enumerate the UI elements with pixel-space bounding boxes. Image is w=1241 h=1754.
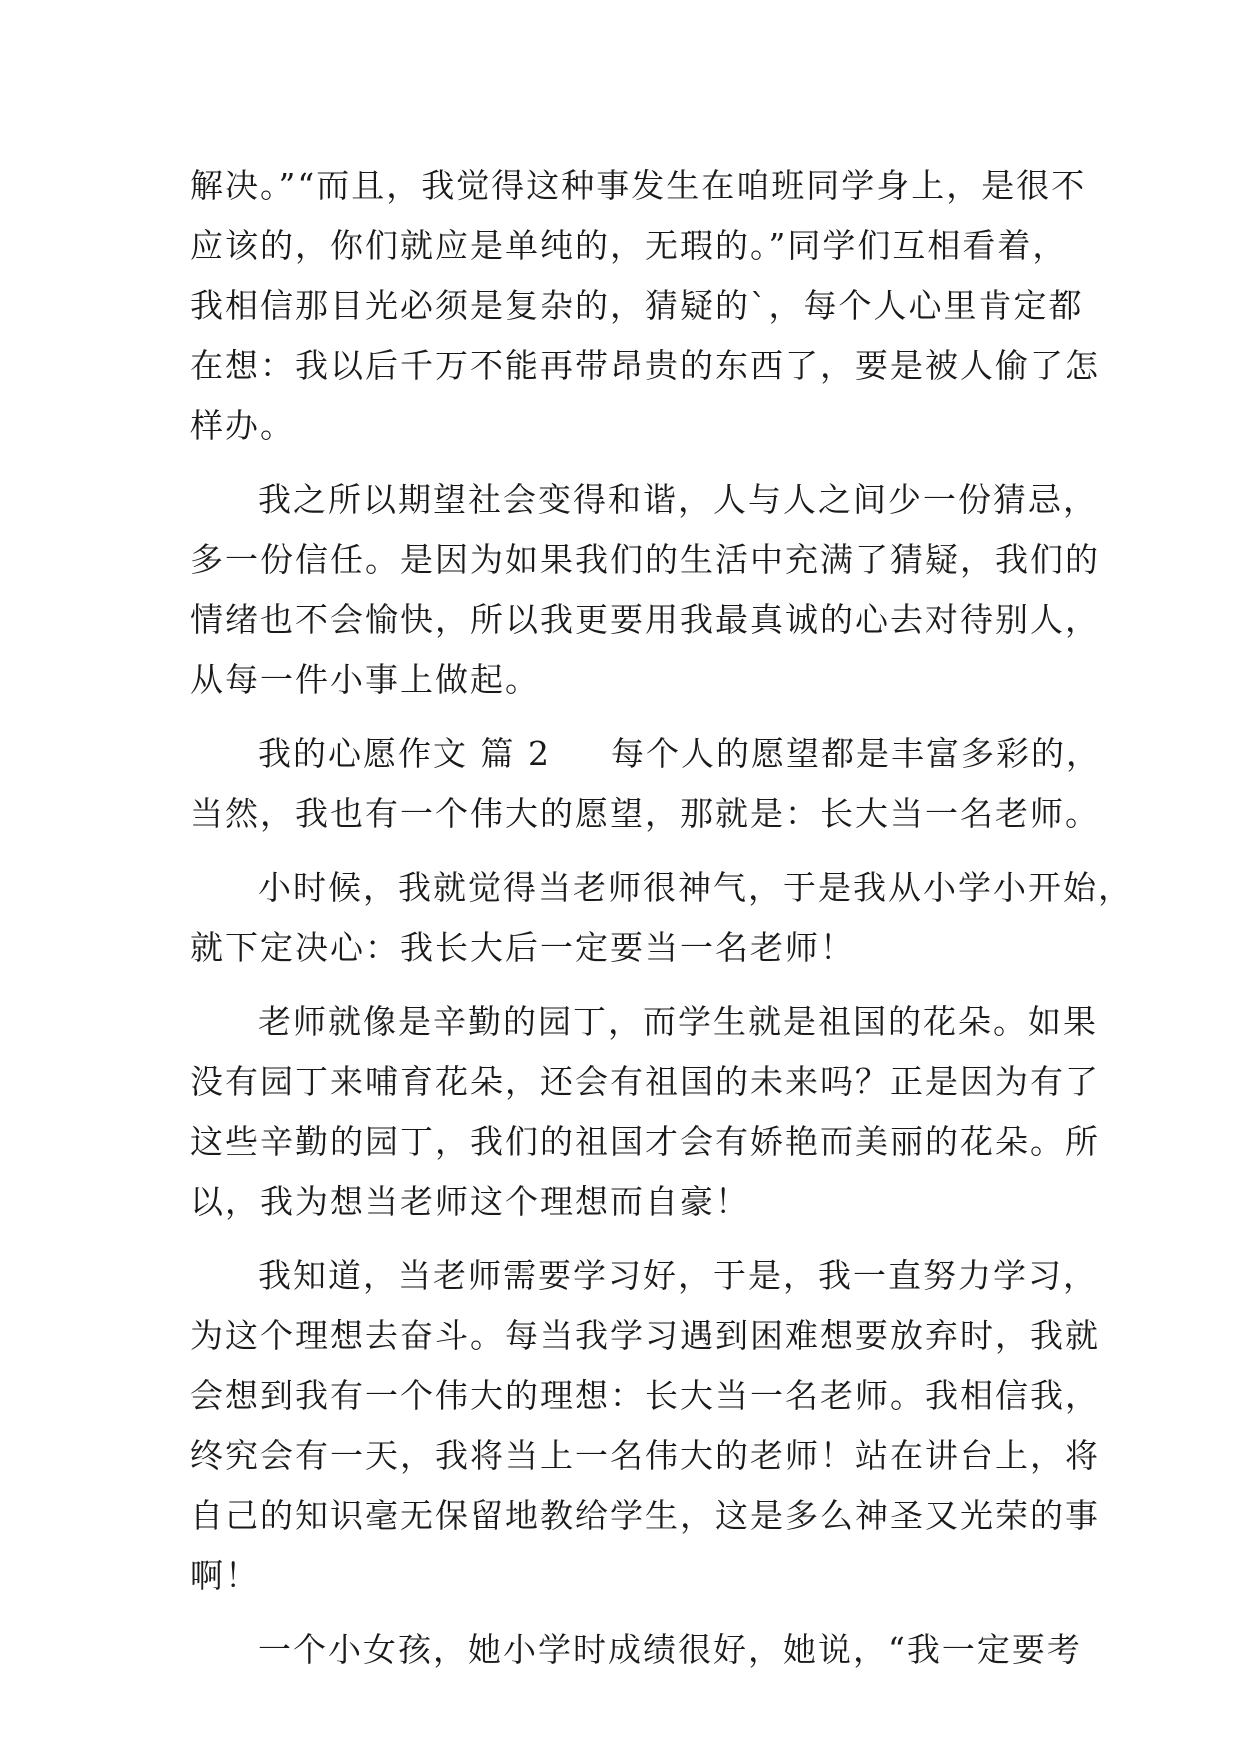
text-line: 老师就像是辛勤的园丁，而学生就是祖国的花朵。如果 bbox=[258, 1002, 1098, 1041]
text-line: 这些辛勤的园丁，我们的祖国才会有娇艳而美丽的花朵。所 bbox=[190, 1122, 1100, 1161]
paragraph-2 bbox=[190, 470, 1100, 710]
section-title-line bbox=[190, 724, 1101, 784]
text-line: 终究会有一天，我将当上一名伟大的老师！站在讲台上，将 bbox=[190, 1436, 1100, 1475]
section-title-tail: 每个人的愿望都是丰富多彩的， bbox=[610, 734, 1101, 773]
text-line: 没有园丁来哺育花朵，还会有祖国的未来吗？正是因为有了 bbox=[190, 1062, 1100, 1101]
text-line: 样办。 bbox=[190, 406, 295, 445]
text-line: 当然，我也有一个伟大的愿望，那就是：长大当一名老师。 bbox=[190, 794, 1100, 833]
text-line: 应该的，你们就应是单纯的，无瑕的。”同学们互相看着， bbox=[190, 226, 1068, 265]
text-line: 就下定决心：我长大后一定要当一名老师！ bbox=[190, 928, 855, 967]
text-line: 一个小女孩，她小学时成绩很好，她说，“我一定要考 bbox=[258, 1630, 1082, 1669]
text-line: 自己的知识毫无保留地教给学生，这是多么神圣又光荣的事 bbox=[190, 1496, 1100, 1535]
text-line: 情绪也不会愉快，所以我更要用我最真诚的心去对待别人， bbox=[190, 600, 1100, 639]
text-line: 小时候，我就觉得当老师很神气，于是我从小学小开始， bbox=[258, 868, 1133, 907]
paragraph-3 bbox=[190, 724, 1101, 844]
paragraph-7 bbox=[190, 1620, 1082, 1680]
text-line: 以，我为想当老师这个理想而自豪！ bbox=[190, 1182, 750, 1221]
text-line: 会想到我有一个伟大的理想：长大当一名老师。我相信我， bbox=[190, 1376, 1100, 1415]
section-title: 我的心愿作文 篇 2 bbox=[258, 734, 551, 773]
text-line: 为这个理想去奋斗。每当我学习遇到困难想要放弃时，我就 bbox=[190, 1316, 1100, 1355]
article-body bbox=[190, 156, 1133, 1680]
text-line: 我知道，当老师需要学习好，于是，我一直努力学习， bbox=[258, 1256, 1098, 1295]
paragraph-1 bbox=[190, 156, 1100, 456]
text-line: 解决。”“而且，我觉得这种事发生在咱班同学身上，是很不 bbox=[190, 166, 1087, 205]
paragraph-6 bbox=[190, 1246, 1100, 1606]
paragraph-4 bbox=[190, 858, 1133, 978]
text-line: 在想：我以后千万不能再带昂贵的东西了，要是被人偷了怎 bbox=[190, 346, 1100, 385]
text-line: 我相信那目光必须是复杂的，猜疑的`，每个人心里肯定都 bbox=[190, 286, 1084, 325]
paragraph-5 bbox=[190, 992, 1100, 1232]
text-line: 我之所以期望社会变得和谐，人与人之间少一份猜忌， bbox=[258, 480, 1098, 519]
text-line: 啊！ bbox=[190, 1556, 260, 1595]
text-line: 多一份信任。是因为如果我们的生活中充满了猜疑，我们的 bbox=[190, 540, 1100, 579]
text-line: 从每一件小事上做起。 bbox=[190, 660, 540, 699]
